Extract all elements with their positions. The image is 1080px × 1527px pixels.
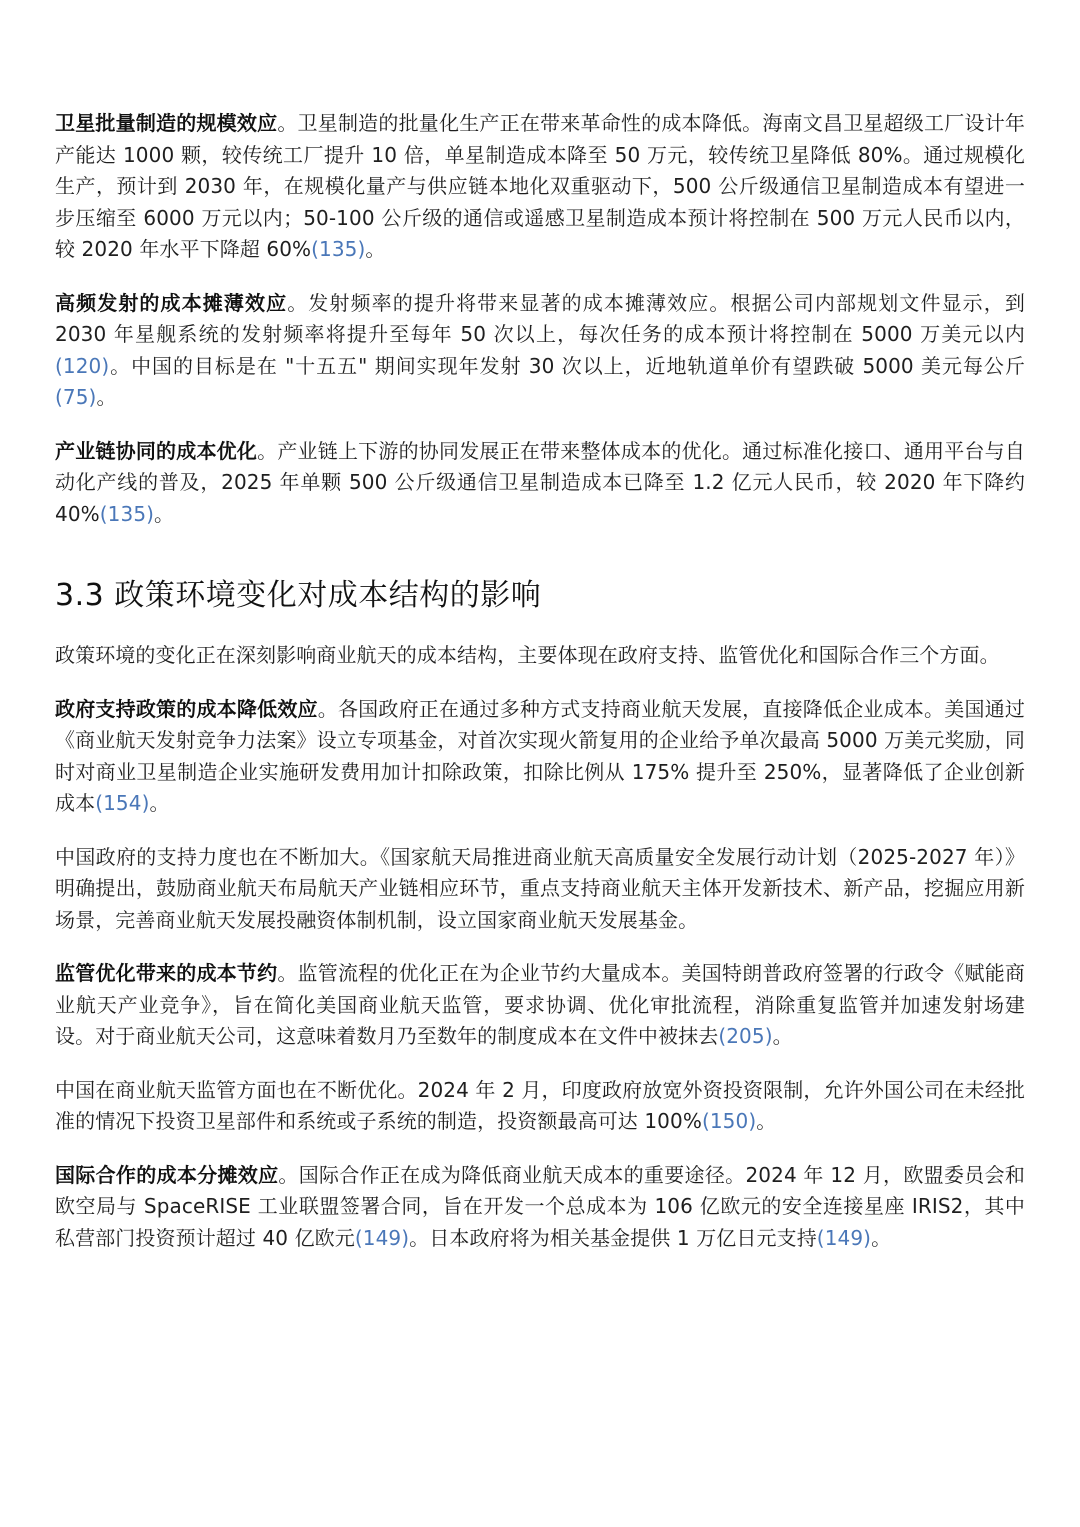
paragraph-text: 中国在商业航天监管方面也在不断优化。2024 年 2 月，印度政府放宽外资投资限制，允许外国公司在未经批准的情况下投资卫星部件和系统或子系统的制造，投资额最高可达 100%: [55, 1077, 1025, 1133]
citation-link[interactable]: (149): [354, 1225, 410, 1250]
paragraph-tail: 。: [149, 791, 170, 815]
paragraph-lead-bold: 高频发射的成本摊薄效应: [55, 290, 288, 315]
paragraph-tail: 。: [96, 385, 117, 409]
paragraph-text: 。发射频率的提升将带来显著的成本摊薄效应。根据公司内部规划文件显示，到 2030 年星舰系统的发射频率将提升至每年 50 次以上，每次任务的成本预计将控制在 5000 万美元以内: [55, 290, 1025, 346]
paragraph-china-regulation: [55, 1075, 1025, 1138]
paragraph-text: 。监管流程的优化正在为企业节约大量成本。美国特朗普政府签署的行政令《赋能商业航天产业竞争》，旨在简化美国商业航天监管，要求协调、优化审批流程，消除重复监管并加速发射场建设。对于商业航天公司，这意味着数月乃至数年的制度成本在文件中被抹去: [55, 961, 1026, 1048]
paragraph-text: 。卫星制造的批量化生产正在带来革命性的成本降低。海南文昌卫星超级工厂设计年产能达 1000 颗，较传统工厂提升 10 倍，单星制造成本降至 50 万元，较传统卫星降低 80%。通过规模化生产，预计到 2030 年，在规模化量产与供应链本地化双重驱动下，500 公斤级通信卫星制造成本有望进一步压缩至 6000 万元以内；50-100 公斤级的通信或遥感卫星制造成本预计将控制在 500 万元人民币以内，较 2020 年水平下降超 60%: [55, 111, 1026, 261]
paragraph-tail: 。: [756, 1109, 777, 1133]
paragraph-tail: 。: [154, 501, 175, 526]
paragraph-satellite-mass-production: [55, 108, 1025, 266]
paragraph-china-support: [55, 842, 1025, 937]
paragraph-lead-bold: 国际合作的成本分摊效应: [55, 1162, 279, 1187]
paragraph-text: 。各国政府正在通过多种方式支持商业航天发展，直接降低企业成本。美国通过《商业航天发射竞争力法案》设立专项基金，对首次实现火箭复用的企业给予单次最高 5000 万美元奖励，同时对商业卫星制造企业实施研发费用加计扣除政策，扣除比例从 175% 提升至 250%，显著降低了企业创新成本: [55, 696, 1026, 815]
paragraph-government-support: [55, 694, 1025, 820]
paragraph-regulatory-optimization: [55, 958, 1025, 1053]
section-heading: 3.3 政策环境变化对成本结构的影响: [55, 578, 542, 613]
paragraph-lead-bold: 政府支持政策的成本降低效应: [55, 696, 318, 721]
paragraph-text: 。国际合作正在成为降低商业航天成本的重要途径。2024 年 12 月，欧盟委员会和欧空局与 SpaceRISE 工业联盟签署合同，旨在开发一个总成本为 106 亿欧元的安全连接星座 IRIS2，其中私营部门投资预计超过 40 亿欧元: [55, 1162, 1025, 1250]
paragraph-text: 中国政府的支持力度也在不断加大。《国家航天局推进商业航天高质量安全发展行动计划（2025-2027 年）》明确提出，鼓励商业航天布局航天产业链相应环节，重点支持商业航天主体开发新技术、新产品，挖掘应用新场景，完善商业航天发展投融资体制机制，设立国家商业航天发展基金。: [55, 844, 1025, 932]
paragraph-lead-bold: 产业链协同的成本优化: [55, 438, 258, 463]
paragraph-text-mid: 。日本政府将为相关基金提供 1 万亿日元支持: [409, 1225, 817, 1250]
citation-link[interactable]: (135): [311, 237, 366, 261]
paragraph-text: 政策环境的变化正在深刻影响商业航天的成本结构，主要体现在政府支持、监管优化和国际合作三个方面。: [55, 643, 1000, 667]
paragraph-tail: 。: [871, 1225, 892, 1250]
citation-link[interactable]: (135): [99, 501, 155, 526]
paragraph-international-cooperation: [55, 1160, 1025, 1255]
paragraph-launch-frequency: [55, 288, 1025, 414]
paragraph-text-mid: 。中国的目标是在 "十五五" 期间实现年发射 30 次以上，近地轨道单价有望跌破 5000 美元每公斤: [109, 353, 1025, 378]
citation-link[interactable]: (154): [95, 791, 150, 815]
paragraph-lead-bold: 卫星批量制造的规模效应: [55, 111, 278, 135]
paragraph-tail: 。: [365, 237, 386, 261]
citation-link[interactable]: (150): [701, 1109, 757, 1133]
paragraph-supply-chain: [55, 436, 1025, 531]
paragraph-text: 。产业链上下游的协同发展正在带来整体成本的优化。通过标准化接口、通用平台与自动化产线的普及，2025 年单颗 500 公斤级通信卫星制造成本已降至 1.2 亿元人民币，较 2020 年下降约 40%: [55, 438, 1025, 526]
paragraph-lead-bold: 监管优化带来的成本节约: [55, 961, 278, 985]
citation-link[interactable]: (120): [55, 353, 110, 378]
paragraph-policy-intro: [55, 640, 1025, 672]
paragraph-tail: 。: [772, 1024, 793, 1048]
citation-link[interactable]: (149): [816, 1225, 872, 1250]
citation-link[interactable]: (205): [718, 1024, 773, 1048]
citation-link[interactable]: (75): [55, 385, 97, 409]
